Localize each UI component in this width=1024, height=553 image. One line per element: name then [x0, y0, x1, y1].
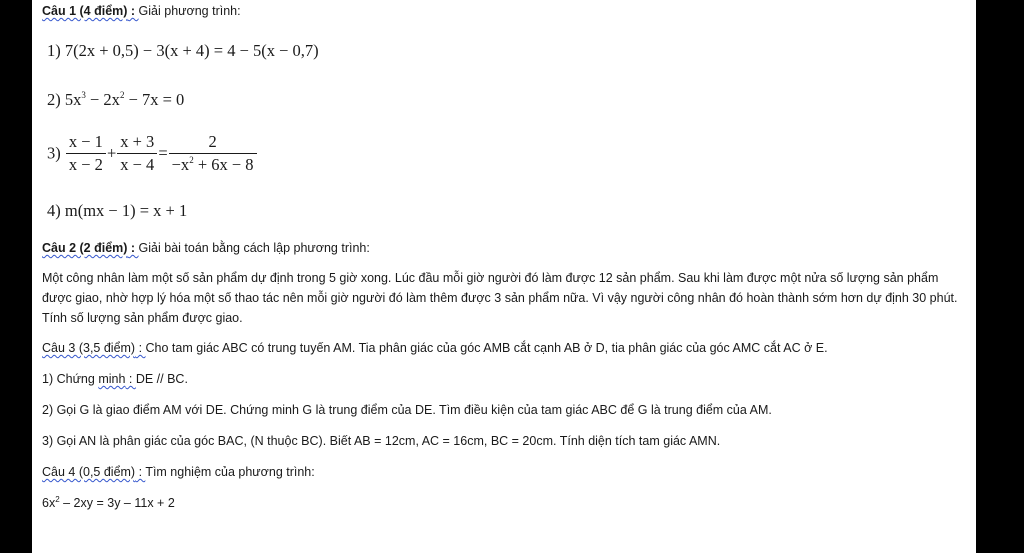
eq2-term2: − 2x — [85, 90, 120, 109]
q3-intro: Cho tam giác ABC có trung tuyến AM. Tia phân giác của góc AMB cắt cạnh AB ở D, tia phân giác của góc AMC cắt AC ở E. — [145, 341, 828, 355]
eq4-number: 4) — [47, 201, 61, 220]
q3-item-1: 1) Chứng minh : DE // BC. — [42, 372, 188, 386]
q1-eq2 — [47, 90, 184, 110]
q1-sep: : — [127, 4, 139, 18]
eq3-equals: = — [158, 143, 168, 163]
eq2-term3: − 7x = 0 — [124, 90, 185, 109]
q4-task: Tìm nghiệm của phương trình: — [145, 465, 315, 479]
q4-heading-line — [42, 464, 315, 480]
q3-item-2: 2) Gọi G là giao điểm AM với DE. Chứng minh G là trung điểm của DE. Tìm điều kiện của tam giác ABC để G là trung điểm của AM. — [42, 403, 772, 417]
eq3-fraction-2: $\frac{x + 3}{x - 4}$ — [117, 132, 157, 175]
q4-heading: Câu 4 (0,5 điểm) — [42, 465, 136, 479]
q2-heading: Câu 2 (2 điểm) — [42, 241, 128, 255]
eq3-number: 3) — [47, 143, 61, 163]
eq2-exp1: 3 — [81, 90, 86, 100]
eq2-exp2: 2 — [119, 90, 125, 100]
q3-item-3: 3) Gọi AN là phân giác của góc BAC, (N thuộc BC). Biết AB = 12cm, AC = 16cm, BC = 20cm. Tính diện tích tam giác AMN. — [42, 434, 721, 448]
q1-task: Giải phương trình: — [138, 4, 241, 18]
eq2-term1: 5x — [64, 90, 82, 109]
q1-eq3 — [47, 132, 258, 175]
q3-sep: : — [135, 341, 146, 355]
document-page — [32, 0, 976, 553]
q4-sep: : — [135, 465, 146, 479]
q1-heading-line — [42, 3, 241, 19]
eq1-number: 1) — [47, 41, 61, 60]
q2-heading-line — [42, 240, 370, 256]
eq3-plus: + — [106, 143, 117, 163]
eq3-fraction-3: $\frac{2}{-x^2 + 6x - 8}$ — [169, 132, 257, 175]
eq4-expression: m(mx − 1) = x + 1 — [64, 201, 188, 220]
eq3-fraction-1: $\frac{x - 1}{x - 2}$ — [66, 132, 106, 175]
q1-heading: Câu 1 (4 điểm) — [42, 4, 128, 18]
q2-sep: : — [127, 241, 139, 255]
q2-task: Giải bài toán bằng cách lập phương trình: — [138, 241, 370, 255]
q3-intro-line — [42, 340, 828, 356]
eq1-expression: 7(2x + 0,5) − 3(x + 4) = 4 − 5(x − 0,7) — [64, 41, 319, 60]
eq2-number: 2) — [47, 90, 61, 109]
q1-eq4 — [47, 201, 187, 221]
q1-eq1 — [47, 41, 319, 61]
q2-paragraph: Một công nhân làm một số sản phẩm dự định trong 5 giờ xong. Lúc đầu mỗi giờ người đó làm được 12 sản phẩm. Sau khi làm được một nửa số lượng sản phẩm được giao, nhờ hợp lý hóa một số thao tác nên mỗi giờ người đó làm thêm được 3 sản phẩm nữa. Vì vậy người công nhân đó hoàn thành sớm hơn dự định 30 phút. Tính số lượng sản phẩm được giao. — [42, 271, 958, 325]
q4-equation: $6x^2 - 2xy = 3y - 11x + 2$ — [42, 495, 175, 510]
q3-heading: Câu 3 (3,5 điểm) — [42, 341, 136, 355]
